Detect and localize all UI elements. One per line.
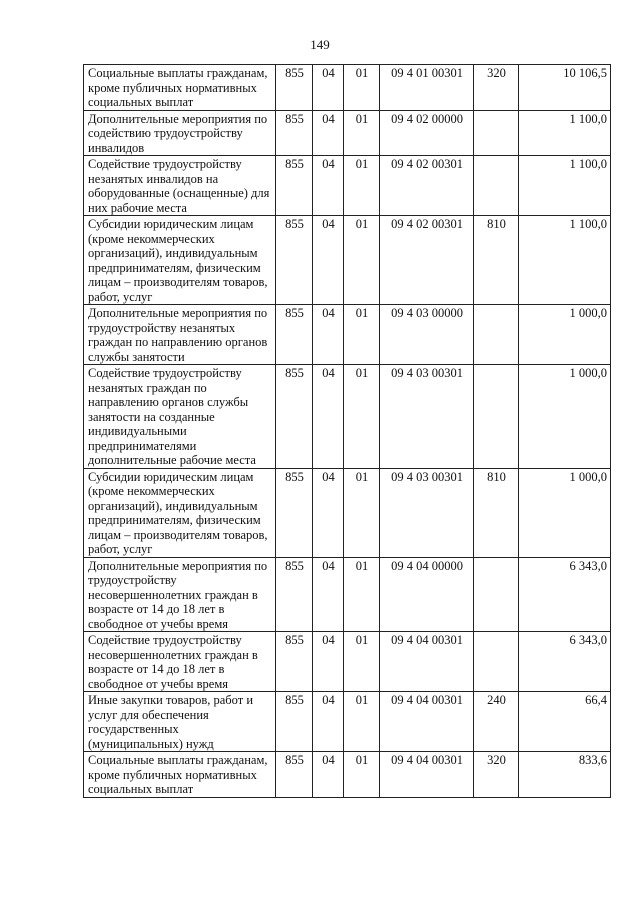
table-row (84, 305, 611, 365)
target-article-cell: 09 4 03 00000 (380, 305, 474, 365)
expense-type-cell: 810 (474, 468, 519, 557)
table-row (84, 216, 611, 305)
section-code-cell: 04 (313, 365, 344, 469)
expense-type-cell (474, 156, 519, 216)
section-code-cell: 04 (313, 216, 344, 305)
admin-code-cell: 855 (276, 216, 313, 305)
amount-cell: 6 343,0 (519, 557, 611, 632)
subsection-code-cell: 01 (344, 110, 380, 156)
table-row (84, 752, 611, 798)
admin-code-cell: 855 (276, 365, 313, 469)
subsection-code-cell: 01 (344, 468, 380, 557)
item-name-cell: Содействие трудоустройству незанятых граждан по направлению органов службы занятости на созданные индивидуальными предпринимателями дополнительные рабочие места (84, 365, 276, 469)
subsection-code-cell: 01 (344, 557, 380, 632)
amount-cell: 1 100,0 (519, 156, 611, 216)
budget-table (83, 64, 611, 798)
expense-type-cell: 320 (474, 65, 519, 111)
section-code-cell: 04 (313, 632, 344, 692)
admin-code-cell: 855 (276, 632, 313, 692)
amount-cell: 1 100,0 (519, 216, 611, 305)
item-name-cell: Субсидии юридическим лицам (кроме некоммерческих организаций), индивидуальным предпринимателям, физическим лицам – производителям товаров, работ, услуг (84, 468, 276, 557)
expense-type-cell: 810 (474, 216, 519, 305)
target-article-cell: 09 4 04 00301 (380, 632, 474, 692)
admin-code-cell: 855 (276, 110, 313, 156)
subsection-code-cell: 01 (344, 365, 380, 469)
expense-type-cell (474, 305, 519, 365)
item-name-cell: Иные закупки товаров, работ и услуг для обеспечения государственных (муниципальных) нужд (84, 692, 276, 752)
amount-cell: 833,6 (519, 752, 611, 798)
amount-cell: 6 343,0 (519, 632, 611, 692)
amount-cell: 66,4 (519, 692, 611, 752)
amount-cell: 1 000,0 (519, 468, 611, 557)
subsection-code-cell: 01 (344, 216, 380, 305)
table-row (84, 365, 611, 469)
subsection-code-cell: 01 (344, 65, 380, 111)
table-row (84, 692, 611, 752)
admin-code-cell: 855 (276, 752, 313, 798)
target-article-cell: 09 4 04 00301 (380, 752, 474, 798)
item-name-cell: Дополнительные мероприятия по трудоустройству незанятых граждан по направлению органов службы занятости (84, 305, 276, 365)
section-code-cell: 04 (313, 468, 344, 557)
section-code-cell: 04 (313, 752, 344, 798)
subsection-code-cell: 01 (344, 305, 380, 365)
item-name-cell: Дополнительные мероприятия по трудоустройству несовершеннолетних граждан в возрасте от 14 до 18 лет в свободное от учебы время (84, 557, 276, 632)
subsection-code-cell: 01 (344, 632, 380, 692)
item-name-cell: Социальные выплаты гражданам, кроме публичных нормативных социальных выплат (84, 752, 276, 798)
admin-code-cell: 855 (276, 468, 313, 557)
target-article-cell: 09 4 01 00301 (380, 65, 474, 111)
target-article-cell: 09 4 03 00301 (380, 468, 474, 557)
item-name-cell: Дополнительные мероприятия по содействию трудоустройству инвалидов (84, 110, 276, 156)
expense-type-cell (474, 365, 519, 469)
section-code-cell: 04 (313, 305, 344, 365)
section-code-cell: 04 (313, 110, 344, 156)
table-row (84, 557, 611, 632)
amount-cell: 10 106,5 (519, 65, 611, 111)
amount-cell: 1 000,0 (519, 365, 611, 469)
amount-cell: 1 000,0 (519, 305, 611, 365)
section-code-cell: 04 (313, 692, 344, 752)
page-number: 149 (310, 37, 330, 52)
expense-type-cell (474, 110, 519, 156)
admin-code-cell: 855 (276, 692, 313, 752)
item-name-cell: Содействие трудоустройству незанятых инвалидов на оборудованные (оснащенные) для них рабочие места (84, 156, 276, 216)
expense-type-cell: 240 (474, 692, 519, 752)
subsection-code-cell: 01 (344, 692, 380, 752)
table-row (84, 65, 611, 111)
expense-type-cell: 320 (474, 752, 519, 798)
target-article-cell: 09 4 04 00301 (380, 692, 474, 752)
item-name-cell: Субсидии юридическим лицам (кроме некоммерческих организаций), индивидуальным предпринимателям, физическим лицам – производителям товаров, работ, услуг (84, 216, 276, 305)
section-code-cell: 04 (313, 156, 344, 216)
target-article-cell: 09 4 02 00000 (380, 110, 474, 156)
admin-code-cell: 855 (276, 156, 313, 216)
item-name-cell: Социальные выплаты гражданам, кроме публичных нормативных социальных выплат (84, 65, 276, 111)
table-row (84, 632, 611, 692)
target-article-cell: 09 4 02 00301 (380, 156, 474, 216)
table-row (84, 156, 611, 216)
table-row (84, 468, 611, 557)
amount-cell: 1 100,0 (519, 110, 611, 156)
target-article-cell: 09 4 02 00301 (380, 216, 474, 305)
section-code-cell: 04 (313, 557, 344, 632)
admin-code-cell: 855 (276, 557, 313, 632)
expense-type-cell (474, 632, 519, 692)
subsection-code-cell: 01 (344, 752, 380, 798)
expense-type-cell (474, 557, 519, 632)
target-article-cell: 09 4 03 00301 (380, 365, 474, 469)
admin-code-cell: 855 (276, 305, 313, 365)
section-code-cell: 04 (313, 65, 344, 111)
subsection-code-cell: 01 (344, 156, 380, 216)
table-row (84, 110, 611, 156)
item-name-cell: Содействие трудоустройству несовершеннолетних граждан в возрасте от 14 до 18 лет в свободное от учебы время (84, 632, 276, 692)
admin-code-cell: 855 (276, 65, 313, 111)
target-article-cell: 09 4 04 00000 (380, 557, 474, 632)
